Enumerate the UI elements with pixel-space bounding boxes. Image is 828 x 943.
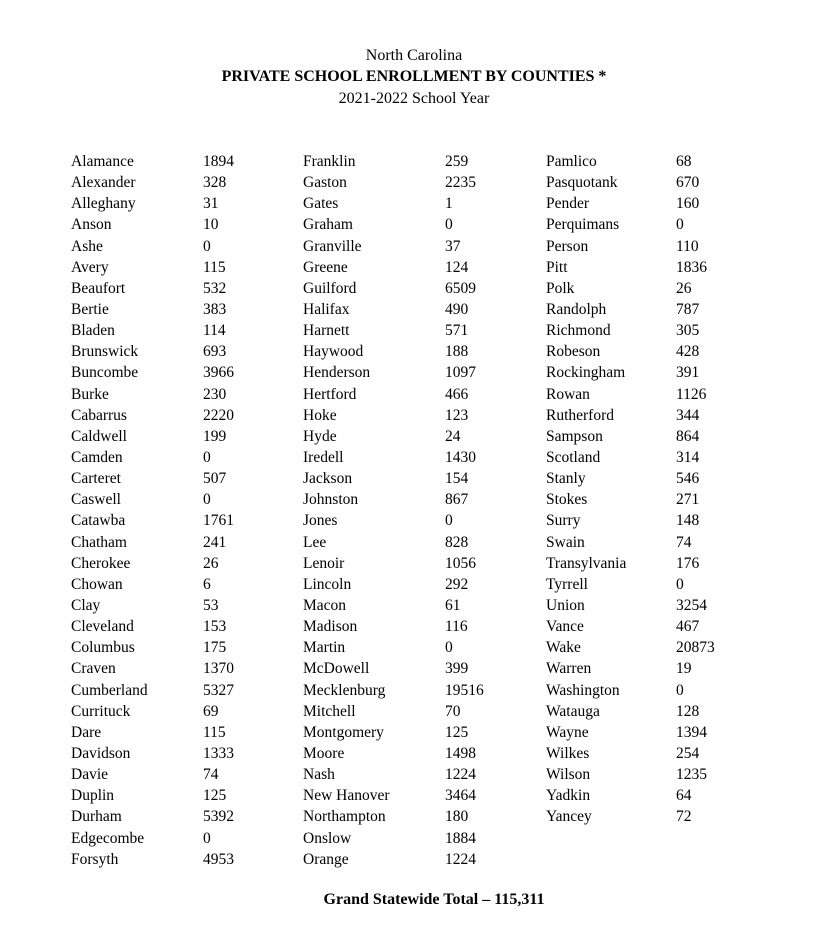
enrollment-count: 1884 [445, 829, 476, 847]
county-name: Alleghany [71, 195, 136, 213]
enrollment-count: 0 [676, 575, 684, 593]
enrollment-count: 1224 [445, 766, 476, 784]
county-name: Rowan [546, 385, 590, 403]
county-name: Onslow [303, 829, 352, 847]
county-name: Columbus [71, 639, 135, 657]
county-name: Transylvania [546, 554, 627, 572]
county-name: Macon [303, 596, 347, 614]
enrollment-count: 1761 [203, 512, 234, 530]
county-name: Swain [546, 533, 585, 551]
enrollment-count: 148 [676, 512, 700, 530]
enrollment-count: 176 [676, 554, 700, 572]
enrollment-count: 115 [203, 723, 226, 741]
county-name: Bladen [71, 322, 115, 340]
county-name: Forsyth [71, 850, 119, 868]
county-name: Brunswick [71, 343, 139, 361]
county-name: Currituck [71, 702, 131, 720]
enrollment-count: 532 [203, 279, 227, 297]
enrollment-count: 199 [203, 427, 227, 445]
enrollment-count: 31 [203, 195, 219, 213]
county-name: Clay [71, 596, 101, 614]
enrollment-count: 188 [445, 343, 469, 361]
county-name: Richmond [546, 322, 611, 340]
enrollment-count: 37 [445, 237, 461, 255]
county-name: Wilkes [546, 744, 590, 762]
enrollment-count: 546 [676, 470, 700, 488]
enrollment-count: 70 [445, 702, 461, 720]
enrollment-count: 2235 [445, 174, 476, 192]
county-name: Tyrrell [546, 575, 588, 593]
county-name: New Hanover [303, 787, 390, 805]
enrollment-count: 1370 [203, 660, 234, 678]
enrollment-count: 124 [445, 258, 469, 276]
enrollment-count: 428 [676, 343, 700, 361]
enrollment-count: 466 [445, 385, 469, 403]
enrollment-table [0, 151, 828, 871]
county-name: Dare [71, 723, 102, 741]
county-name: Chowan [71, 575, 123, 593]
enrollment-count: 125 [203, 787, 227, 805]
enrollment-count: 153 [203, 618, 227, 636]
county-name: Alamance [71, 153, 134, 170]
county-name: Sampson [546, 427, 603, 445]
enrollment-count: 314 [676, 448, 700, 466]
enrollment-count: 867 [445, 491, 469, 509]
enrollment-count: 1430 [445, 448, 476, 466]
county-name: Granville [303, 237, 362, 255]
enrollment-count: 5392 [203, 808, 234, 826]
county-name: Catawba [71, 512, 126, 530]
county-name: Duplin [71, 787, 115, 805]
grand-total: Grand Statewide Total – 115,311 [323, 891, 545, 908]
county-name: Rutherford [546, 406, 615, 424]
county-name: Gates [303, 195, 339, 213]
enrollment-count: 53 [203, 596, 219, 614]
enrollment-count: 1333 [203, 744, 234, 762]
enrollment-count: 787 [676, 300, 700, 318]
enrollment-count: 3464 [445, 787, 476, 805]
enrollment-count: 175 [203, 639, 227, 657]
county-name: Washington [546, 681, 620, 699]
enrollment-count: 467 [676, 618, 700, 636]
county-name: Mecklenburg [303, 681, 386, 699]
county-name: Beaufort [71, 279, 126, 297]
enrollment-count: 68 [676, 153, 692, 170]
county-name: Avery [71, 258, 109, 276]
county-name: Rockingham [546, 364, 626, 382]
county-name: Iredell [303, 448, 344, 466]
enrollment-count: 571 [445, 322, 469, 340]
county-name: Franklin [303, 153, 356, 170]
enrollment-count: 19 [676, 660, 692, 678]
county-name: Carteret [71, 470, 121, 488]
county-name: Warren [546, 660, 592, 678]
county-name: Watauga [546, 702, 600, 720]
enrollment-count: 1836 [676, 258, 707, 276]
county-name: Surry [546, 512, 581, 530]
county-name: Lenoir [303, 554, 345, 572]
county-name: Scotland [546, 448, 601, 466]
enrollment-count: 1224 [445, 850, 476, 868]
county-name: Cumberland [71, 681, 148, 699]
county-name: Hoke [303, 406, 337, 424]
county-name: Pitt [546, 258, 568, 276]
county-name: Ashe [71, 237, 103, 255]
enrollment-count: 0 [676, 681, 684, 699]
county-name: Person [546, 237, 589, 255]
state-heading: North Carolina [365, 47, 463, 64]
county-name: Martin [303, 639, 346, 657]
enrollment-count: 69 [203, 702, 219, 720]
enrollment-count: 110 [676, 237, 699, 255]
enrollment-count: 828 [445, 533, 469, 551]
enrollment-count: 399 [445, 660, 469, 678]
county-name: Cabarrus [71, 406, 127, 424]
county-name: Madison [303, 618, 358, 636]
county-name: Mitchell [303, 702, 356, 720]
county-name: Hertford [303, 385, 357, 403]
county-name: Cherokee [71, 554, 131, 572]
enrollment-count: 180 [445, 808, 469, 826]
enrollment-count: 693 [203, 343, 227, 361]
county-name: Wayne [546, 723, 589, 741]
enrollment-count: 507 [203, 470, 227, 488]
enrollment-count: 271 [676, 491, 700, 509]
county-name: Vance [546, 618, 584, 636]
enrollment-count: 1894 [203, 153, 234, 170]
county-name: Nash [303, 766, 335, 784]
enrollment-count: 125 [445, 723, 469, 741]
county-name: Harnett [303, 322, 350, 340]
enrollment-count: 0 [445, 216, 453, 234]
county-name: Randolph [546, 300, 607, 318]
enrollment-count: 19516 [445, 681, 484, 699]
county-name: Camden [71, 448, 123, 466]
enrollment-count: 328 [203, 174, 227, 192]
enrollment-count: 1 [445, 195, 453, 213]
county-name: Lincoln [303, 575, 352, 593]
county-name: Alexander [71, 174, 136, 192]
enrollment-count: 3966 [203, 364, 234, 382]
county-name: Pender [546, 195, 590, 213]
enrollment-count: 61 [445, 596, 461, 614]
enrollment-count: 241 [203, 533, 227, 551]
enrollment-count: 74 [203, 766, 219, 784]
county-name: Craven [71, 660, 116, 678]
county-name: Montgomery [303, 723, 384, 741]
county-name: Hyde [303, 427, 337, 445]
county-name: Stokes [546, 491, 588, 509]
enrollment-count: 0 [676, 216, 684, 234]
county-name: Yancey [546, 808, 592, 826]
county-name: Pamlico [546, 153, 597, 170]
enrollment-count: 344 [676, 406, 700, 424]
county-name: Burke [71, 385, 109, 403]
enrollment-count: 391 [676, 364, 700, 382]
enrollment-count: 0 [203, 829, 211, 847]
county-name: Haywood [303, 343, 364, 361]
county-name: Yadkin [546, 787, 591, 805]
county-name: Davie [71, 766, 109, 784]
enrollment-count: 115 [203, 258, 226, 276]
county-name: Polk [546, 279, 575, 297]
enrollment-count: 292 [445, 575, 469, 593]
county-name: Bertie [71, 300, 109, 318]
enrollment-count: 864 [676, 427, 700, 445]
county-name: Moore [303, 744, 345, 762]
enrollment-count: 305 [676, 322, 700, 340]
county-name: Caswell [71, 491, 121, 509]
enrollment-count: 3254 [676, 596, 707, 614]
county-name: Davidson [71, 744, 131, 762]
enrollment-count: 1126 [676, 385, 707, 403]
county-name: Gaston [303, 174, 347, 192]
county-name: Orange [303, 850, 349, 868]
enrollment-count: 160 [676, 195, 700, 213]
enrollment-count: 10 [203, 216, 219, 234]
enrollment-count: 128 [676, 702, 700, 720]
county-name: Anson [71, 216, 112, 234]
enrollment-count: 259 [445, 153, 469, 170]
document-title: PRIVATE SCHOOL ENROLLMENT BY COUNTIES * [221, 68, 607, 85]
county-name: Chatham [71, 533, 127, 551]
enrollment-count: 0 [203, 448, 211, 466]
enrollment-count: 20873 [676, 639, 715, 657]
county-name: Robeson [546, 343, 601, 361]
county-name: Johnston [303, 491, 359, 509]
enrollment-count: 4953 [203, 850, 234, 868]
county-name: Greene [303, 258, 348, 276]
enrollment-count: 123 [445, 406, 469, 424]
county-name: Wilson [546, 766, 591, 784]
enrollment-count: 1097 [445, 364, 476, 382]
enrollment-count: 64 [676, 787, 692, 805]
enrollment-count: 6509 [445, 279, 476, 297]
enrollment-count: 0 [203, 237, 211, 255]
county-name: Cleveland [71, 618, 134, 636]
enrollment-count: 24 [445, 427, 461, 445]
enrollment-count: 26 [203, 554, 219, 572]
enrollment-count: 383 [203, 300, 227, 318]
school-year: 2021-2022 School Year [338, 90, 490, 107]
county-name: Graham [303, 216, 353, 234]
county-name: Perquimans [546, 216, 620, 234]
enrollment-count: 26 [676, 279, 692, 297]
enrollment-count: 6 [203, 575, 211, 593]
enrollment-count: 1235 [676, 766, 707, 784]
enrollment-count: 1498 [445, 744, 476, 762]
enrollment-count: 0 [203, 491, 211, 509]
county-name: Wake [546, 639, 581, 657]
enrollment-count: 72 [676, 808, 692, 826]
enrollment-count: 254 [676, 744, 700, 762]
enrollment-count: 114 [203, 322, 226, 340]
enrollment-count: 2220 [203, 406, 234, 424]
county-name: Guilford [303, 279, 357, 297]
enrollment-count: 1056 [445, 554, 476, 572]
county-name: Lee [303, 533, 327, 551]
county-name: Buncombe [71, 364, 139, 382]
enrollment-count: 490 [445, 300, 469, 318]
county-name: Stanly [546, 470, 586, 488]
enrollment-count: 670 [676, 174, 700, 192]
enrollment-count: 116 [445, 618, 468, 636]
enrollment-count: 5327 [203, 681, 234, 699]
county-name: Union [546, 596, 585, 614]
county-name: Henderson [303, 364, 371, 382]
county-name: Jackson [303, 470, 353, 488]
county-name: McDowell [303, 660, 370, 678]
enrollment-count: 74 [676, 533, 692, 551]
enrollment-count: 0 [445, 512, 453, 530]
enrollment-count: 230 [203, 385, 227, 403]
county-name: Edgecombe [71, 829, 145, 847]
county-name: Halifax [303, 300, 350, 318]
county-name: Jones [303, 512, 338, 530]
county-name: Durham [71, 808, 122, 826]
enrollment-count: 1394 [676, 723, 707, 741]
county-name: Pasquotank [546, 174, 618, 192]
county-name: Northampton [303, 808, 386, 826]
county-name: Caldwell [71, 427, 127, 445]
enrollment-count: 0 [445, 639, 453, 657]
enrollment-count: 154 [445, 470, 469, 488]
